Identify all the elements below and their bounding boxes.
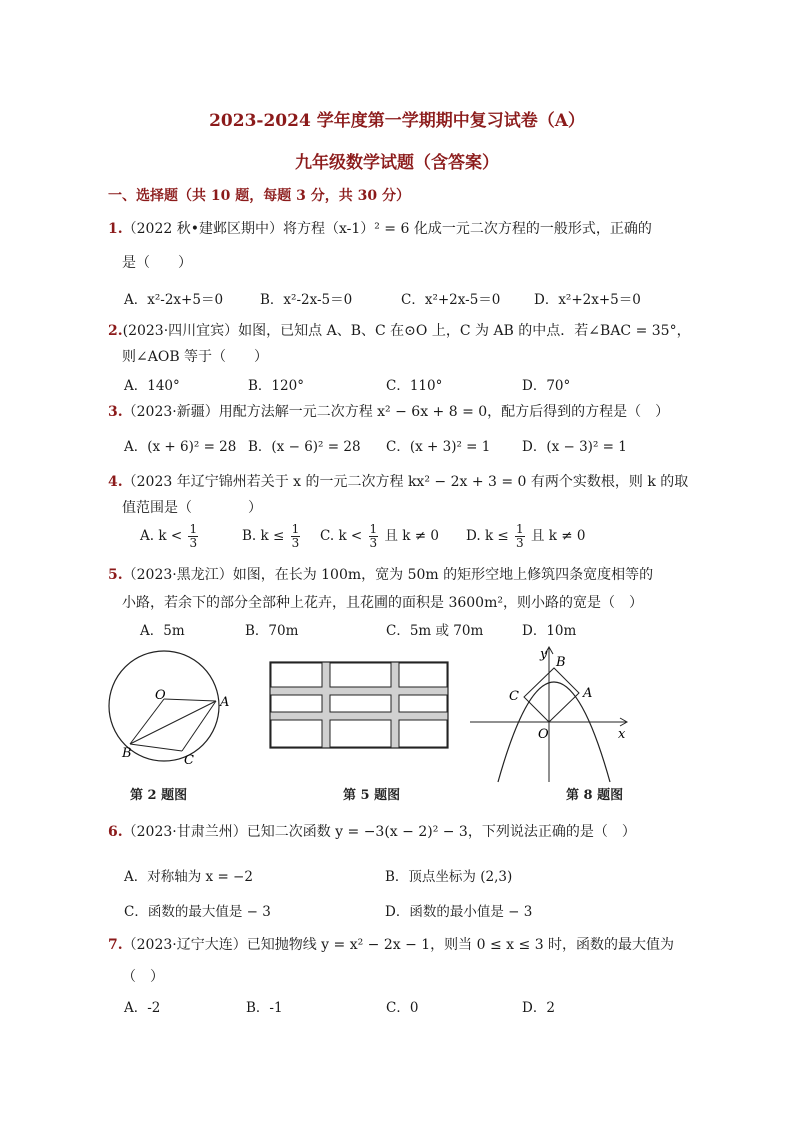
fraction-numerator: 1 xyxy=(291,522,300,536)
section-heading: 一、选择题（共 10 题，每题 3 分，共 30 分） xyxy=(108,188,410,204)
option-label: A. xyxy=(140,528,155,544)
fraction xyxy=(291,523,301,550)
question-1 xyxy=(108,218,652,238)
q4-option-c[interactable] xyxy=(320,523,439,550)
label-b: B xyxy=(122,746,132,761)
q1-option-c[interactable]: C．x²+2x-5＝0 xyxy=(401,292,501,308)
question-4 xyxy=(108,471,688,491)
q6-option-d[interactable]: D．函数的最小值是 − 3 xyxy=(385,904,533,920)
flower-bed xyxy=(330,720,391,747)
label-c: C xyxy=(184,753,194,768)
q7-option-d[interactable]: D．2 xyxy=(522,1000,555,1016)
flower-bed xyxy=(399,720,447,747)
flower-bed xyxy=(399,663,447,687)
q3-option-c[interactable]: C．(x + 3)² = 1 xyxy=(386,439,491,455)
question-text: （2023·甘肃兰州）已知二次函数 y = −3(x − 2)² − 3，下列说法正确的是（ ） xyxy=(122,824,636,840)
option-relation: k ≤ xyxy=(484,528,509,544)
q5-option-d[interactable]: D．10m xyxy=(522,623,577,639)
fraction-numerator: 1 xyxy=(369,522,378,536)
q4-option-a[interactable] xyxy=(140,523,200,550)
segment-ob xyxy=(130,699,164,744)
label-y: y xyxy=(540,647,548,662)
label-a: A xyxy=(220,695,230,710)
question-4-line2: 值范围是（ ） xyxy=(122,500,262,516)
q2-option-c[interactable]: C．110° xyxy=(386,378,443,394)
label-a: A xyxy=(583,686,593,701)
page-title: 2023-2024 学年度第一学期期中复习试卷（A） xyxy=(209,111,585,131)
flower-bed xyxy=(330,663,391,687)
question-number: 1. xyxy=(108,221,123,237)
q3-option-a[interactable]: A．(x + 6)² = 28 xyxy=(124,439,237,455)
question-text: (2023·四川宜宾）如图，已知点 A、B、C 在⊙O 上，C 为 AB 的中点．若∠BAC = 35°， xyxy=(122,323,691,339)
flower-bed xyxy=(271,695,322,712)
question-3 xyxy=(108,401,669,421)
flower-bed xyxy=(271,663,322,687)
segment-oa xyxy=(164,699,216,701)
question-6 xyxy=(108,821,636,841)
fraction xyxy=(188,523,198,550)
label-c: C xyxy=(509,689,519,704)
q3-option-d[interactable]: D．(x − 3)² = 1 xyxy=(522,439,627,455)
option-label: B. xyxy=(242,528,257,544)
flower-bed xyxy=(399,695,447,712)
question-text: （2023·黑龙江）如图，在长为 100m，宽为 50m 的矩形空地上修筑四条宽度相等的 xyxy=(122,567,654,583)
question-7 xyxy=(108,934,674,954)
q5-option-a[interactable]: A．5m xyxy=(140,623,185,639)
flower-bed xyxy=(330,695,391,712)
label-o: O xyxy=(155,688,166,703)
q2-option-d[interactable]: D．70° xyxy=(522,378,571,394)
option-extra: 且 k ≠ 0 xyxy=(384,528,439,544)
segment-bc xyxy=(130,744,182,751)
question-text: （2022 秋•建邺区期中）将方程（x-1）² = 6 化成一元二次方程的一般形式，正确的 xyxy=(122,221,652,237)
label-b: B xyxy=(556,655,566,670)
option-relation: k ≤ xyxy=(260,528,285,544)
question-number: 4. xyxy=(108,474,123,490)
q7-option-a[interactable]: A．-2 xyxy=(124,1000,161,1016)
q7-option-c[interactable]: C．0 xyxy=(386,1000,419,1016)
question-1-line2: 是（ ） xyxy=(122,255,192,271)
q1-option-d[interactable]: D．x²+2x+5＝0 xyxy=(534,292,641,308)
flower-bed xyxy=(271,720,322,747)
q5-option-b[interactable]: B．70m xyxy=(245,623,299,639)
question-2 xyxy=(108,320,691,340)
circle-o xyxy=(109,651,219,761)
question-2-line2: 则∠AOB 等于（ ） xyxy=(122,349,269,365)
q1-option-a[interactable]: A．x²-2x+5＝0 xyxy=(124,292,224,308)
square-oabc xyxy=(524,668,579,722)
q2-option-a[interactable]: A．140° xyxy=(124,378,180,394)
fraction-numerator: 1 xyxy=(516,522,524,536)
segment-ab xyxy=(130,701,216,744)
fraction xyxy=(369,523,379,550)
question-number: 7. xyxy=(108,937,123,953)
q2-option-b[interactable]: B．120° xyxy=(248,378,304,394)
q6-option-c[interactable]: C．函数的最大值是 − 3 xyxy=(124,904,271,920)
fraction-denominator: 3 xyxy=(189,536,198,550)
figure-8-parabola xyxy=(462,642,637,784)
q6-option-a[interactable]: A．对称轴为 x = −2 xyxy=(124,869,253,885)
q5-option-c[interactable]: C．5m 或 70m xyxy=(386,623,484,639)
fraction-denominator: 3 xyxy=(369,536,378,550)
question-number: 3. xyxy=(108,404,123,420)
label-x: x xyxy=(618,727,626,742)
question-7-line2: （ ） xyxy=(122,969,164,985)
fraction-numerator: 1 xyxy=(189,522,198,536)
option-extra: 且 k ≠ 0 xyxy=(530,528,586,544)
figure-2-circle xyxy=(100,642,240,772)
question-number: 5. xyxy=(108,567,123,583)
option-relation: k < xyxy=(158,528,183,544)
option-label: C. xyxy=(320,528,335,544)
figure-5-caption: 第 5 题图 xyxy=(343,788,401,803)
fraction xyxy=(515,523,525,550)
q4-option-d[interactable] xyxy=(466,523,585,550)
q6-option-b[interactable]: B．顶点坐标为 (2,3) xyxy=(385,869,513,885)
figure-5-rectangle xyxy=(268,660,450,750)
q4-option-b[interactable] xyxy=(242,523,302,550)
q7-option-b[interactable]: B．-1 xyxy=(246,1000,283,1016)
question-text: （2023 年辽宁锦州若关于 x 的一元二次方程 kx² − 2x + 3 = 0 有两个实数根，则 k 的取 xyxy=(122,474,689,490)
question-number: 2. xyxy=(108,323,123,339)
fraction-denominator: 3 xyxy=(516,536,524,550)
option-relation: k < xyxy=(338,528,363,544)
segment-ca xyxy=(182,701,216,751)
page-subtitle: 九年级数学试题（含答案） xyxy=(295,153,499,173)
question-text: （2023·辽宁大连）已知抛物线 y = x² − 2x − 1，则当 0 ≤ x ≤ 3 时，函数的最大值为 xyxy=(122,937,675,953)
question-text: （2023·新疆）用配方法解一元二次方程 x² − 6x + 8 = 0，配方后得到的方程是（ ） xyxy=(122,404,670,420)
q3-option-b[interactable]: B．(x − 6)² = 28 xyxy=(248,439,361,455)
fraction-denominator: 3 xyxy=(291,536,300,550)
label-o: O xyxy=(538,727,549,742)
figure-8-caption: 第 8 题图 xyxy=(566,788,624,803)
q1-option-b[interactable]: B．x²-2x-5＝0 xyxy=(260,292,353,308)
figure-2-caption: 第 2 题图 xyxy=(130,788,188,803)
option-label: D. xyxy=(466,528,481,544)
question-number: 6. xyxy=(108,824,123,840)
question-5 xyxy=(108,564,653,584)
question-5-line2: 小路，若余下的部分全部种上花卉，且花圃的面积是 3600m²，则小路的宽是（ ） xyxy=(122,595,643,611)
